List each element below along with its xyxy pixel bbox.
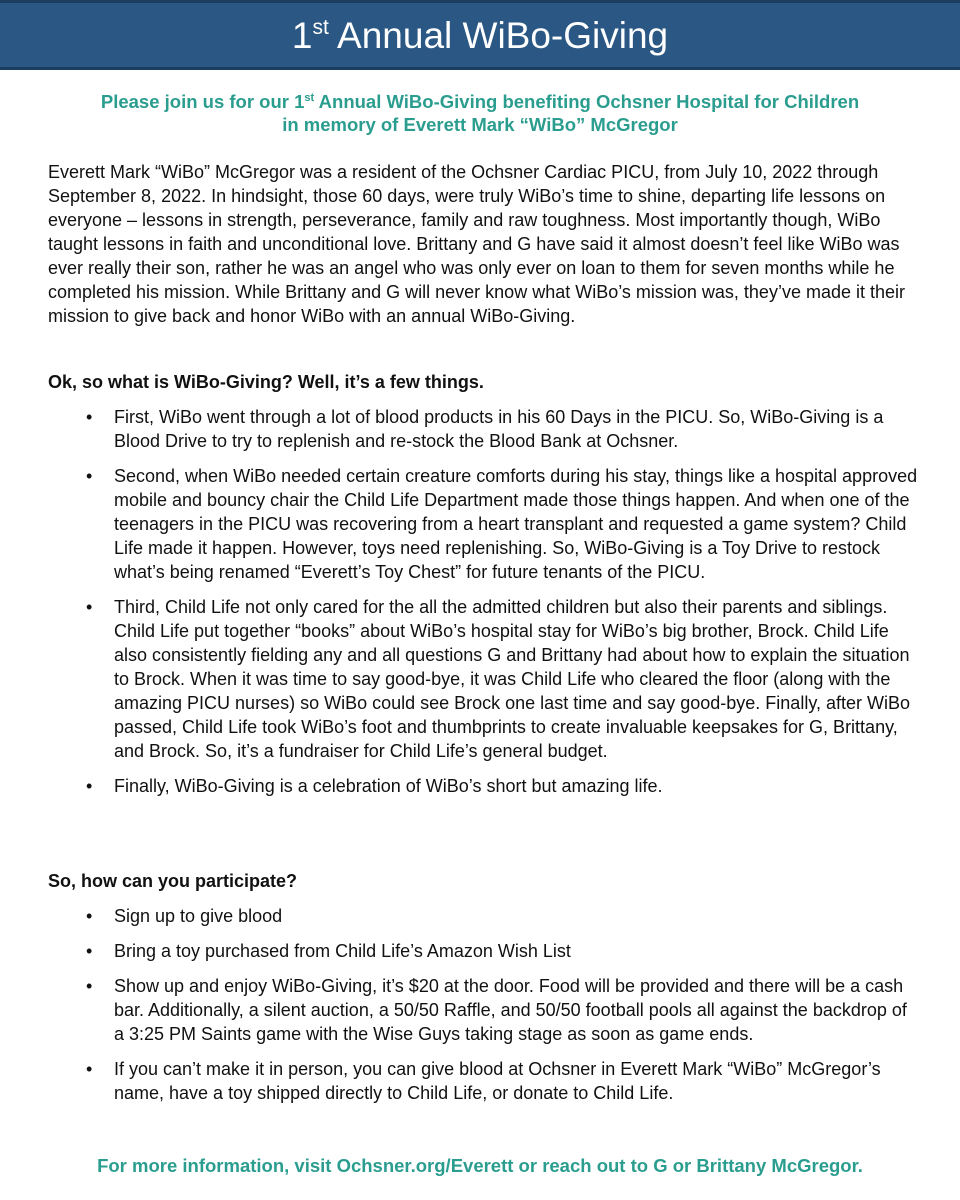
intro-line-2: in memory of Everett Mark “WiBo” McGregor [282, 114, 678, 135]
what-item-4-text: Finally, WiBo-Giving is a celebration of WiBo’s short but amazing life. [114, 776, 663, 796]
participate-item-2-text: Bring a toy purchased from Child Life’s Amazon Wish List [114, 941, 571, 961]
intro-line-1 [40, 90, 920, 113]
bullet: • [86, 941, 93, 961]
banner-title-ordinal: st [312, 16, 329, 39]
what-heading: Ok, so what is WiBo-Giving? Well, it’s a few things. [48, 372, 484, 392]
what-list [0, 405, 960, 809]
what-item-1-text: First, WiBo went through a lot of blood products in his 60 Days in the PICU. So, WiBo-Giving is a Blood Drive to try to replenish and re-stock the Blood Bank at Ochsner. [114, 407, 884, 451]
what-item-1 [0, 405, 960, 453]
participate-heading: So, how can you participate? [48, 871, 298, 891]
intro-line-1-start: Please join us for our 1 [100, 91, 305, 112]
what-item-4 [0, 774, 960, 798]
participate-item-4 [0, 1057, 960, 1105]
story-paragraph: Everett Mark “WiBo” McGregor was a resident of the Ochsner Cardiac PICU, from July 10, 2022 through September 8, 2022. In hindsight, those 60 days, were truly WiBo’s time to shine, departing life lessons on everyone – lessons in strength, perseverance, family and raw toughness. Most importantly though, WiBo taught lessons in faith and unconditional love. Brittany and G have said it almost doesn’t feel like WiBo was ever really their son, rather he was an angel who was only ever on loan to them for seven months while he completed his mission. While Brittany and G will never know what WiBo’s mission was, they’ve made it their mission to give back and honor WiBo with an annual WiBo-Giving. [48, 162, 905, 326]
what-item-3 [0, 595, 960, 763]
bullet: • [86, 776, 93, 796]
banner-title-number: 1 [291, 15, 313, 56]
bullet: • [86, 1059, 93, 1079]
bullet: • [86, 466, 93, 486]
what-item-2-text: Second, when WiBo needed certain creature comforts during his stay, things like a hospital approved mobile and bouncy chair the Child Life Department made those things happen. And when one of the teenagers in the PICU was recovering from a heart transplant and requested a game system? Child Life made it happen. However, toys need replenishing. So, WiBo-Giving is a Toy Drive to restock what’s being renamed “Everett’s Toy Chest” for future tenants of the PICU. [114, 466, 918, 582]
banner-title-text: Annual WiBo-Giving [328, 15, 669, 56]
footer-contact: For more information, visit Ochsner.org/Everett or reach out to G or Brittany McGregor. [97, 1155, 863, 1176]
bullet: • [86, 597, 93, 617]
what-item-3-text: Third, Child Life not only cared for the all the admitted children but also their parents and siblings. Child Life put together “books” about WiBo’s hospital stay for WiBo’s big brother, Brock. Child Life also consistently fielding any and all questions G and Brittany had about how to explain the situation to Brock. When it was time to say good-bye, it was Child Life who cleared the floor (along with the amazing PICU nurses) so WiBo could see Brock one last time and say good-bye. Finally, after WiBo passed, Child Life took WiBo’s foot and thumbprints to create invaluable keepsakes for G, Brittany, and Brock. So, it’s a fundraiser for Child Life’s general budget. [114, 597, 911, 761]
bullet: • [86, 906, 93, 926]
what-item-2 [0, 464, 960, 584]
intro-invitation [40, 90, 920, 136]
intro-line-1-ordinal: st [304, 92, 315, 104]
participate-item-4-text: If you can’t make it in person, you can give blood at Ochsner in Everett Mark “WiBo” McGregor’s name, have a toy shipped directly to Child Life, or donate to Child Life. [114, 1059, 881, 1103]
intro-line-1-end: Annual WiBo-Giving benefiting Ochsner Hospital for Children [314, 91, 860, 112]
bullet: • [86, 407, 93, 427]
bullet: • [86, 976, 93, 996]
participate-item-2 [0, 939, 960, 963]
participate-list [0, 904, 960, 1116]
participate-item-1-text: Sign up to give blood [114, 906, 283, 926]
participate-item-3-text: Show up and enjoy WiBo-Giving, it’s $20 at the door. Food will be provided and there will be a cash bar. Additionally, a silent auction, a 50/50 Raffle, and 50/50 football pools all against the backdrop of a 3:25 PM Saints game with the Wise Guys taking stage as soon as game ends. [114, 976, 907, 1044]
title-banner [0, 0, 960, 70]
participate-item-3 [0, 974, 960, 1046]
participate-item-1 [0, 904, 960, 928]
